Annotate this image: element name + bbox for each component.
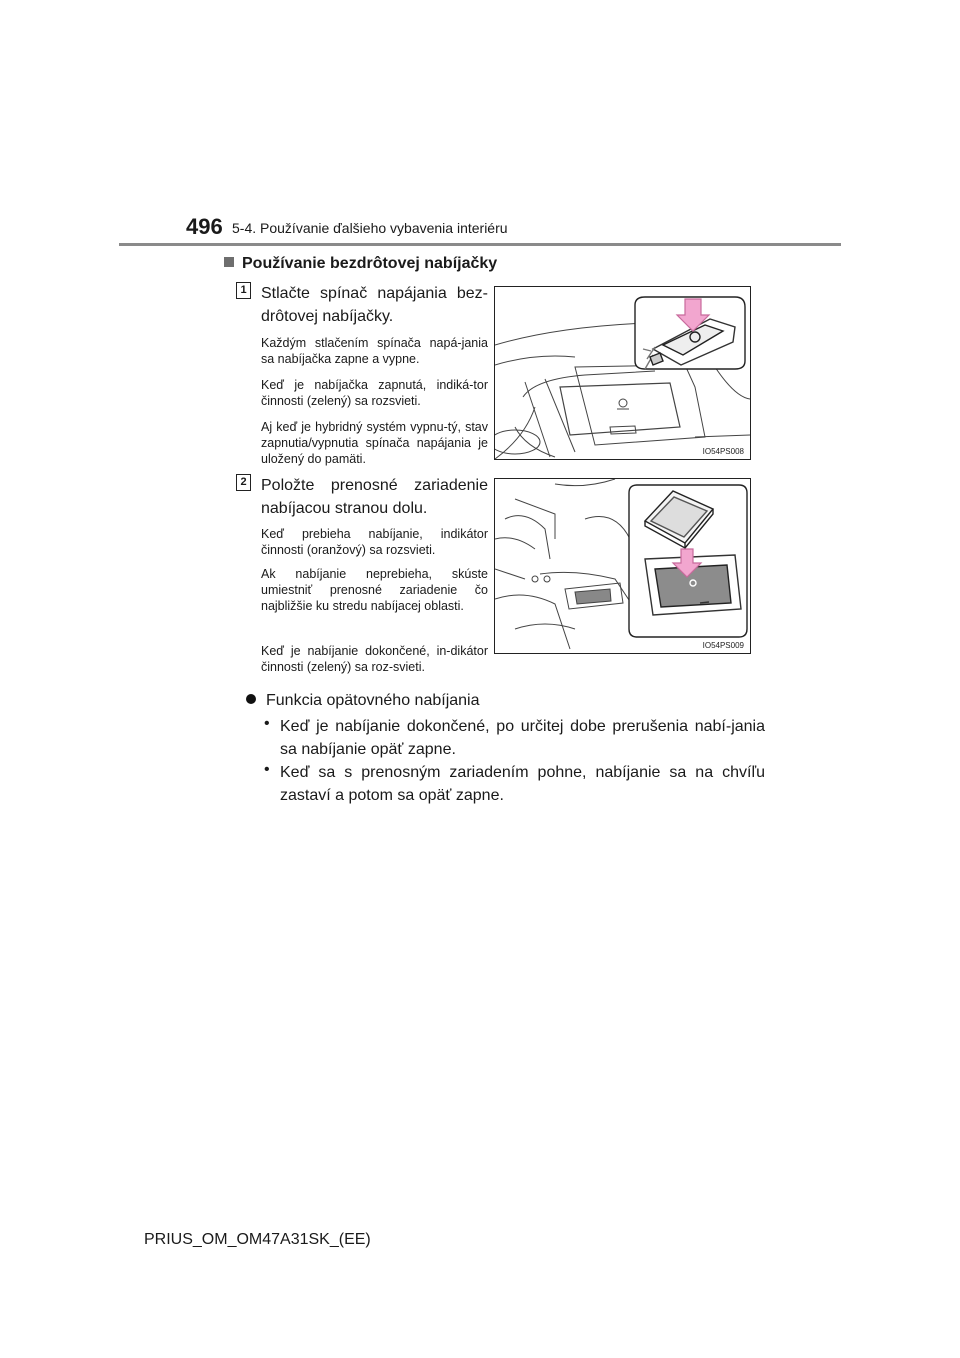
figure-2-code: IO54PS009 <box>702 641 744 650</box>
figure-1-code: IO54PS008 <box>702 447 744 456</box>
step-2-number: 2 <box>236 474 251 491</box>
heading-square-icon <box>224 257 234 267</box>
section-heading <box>224 255 497 273</box>
feature-item-1-marker: • <box>264 715 270 732</box>
feature-heading <box>246 692 480 710</box>
section-heading-text: Používanie bezdrôtovej nabíjačky <box>242 255 498 272</box>
header-rule <box>119 243 841 246</box>
step-1-text: Stlačte spínač napájania bez-drôtovej nabíjačky. <box>261 285 488 325</box>
bullet-dot-icon <box>246 694 256 704</box>
feature-item-1: Keď je nabíjanie dokončené, po určitej dobe prerušenia nabí-jania sa nabíjanie opäť zapne. <box>280 718 765 758</box>
step-1-note-1: Každým stlačením spínača napá-jania sa nabíjačka zapne a vypne. <box>261 336 488 366</box>
figure-phone-placement <box>494 478 751 654</box>
figure-charger-switch <box>494 286 751 460</box>
footer-doc-code: PRIUS_OM_OM47A31SK_(EE) <box>144 1231 371 1248</box>
step-1-note-3: Aj keď je hybridný systém vypnu-tý, stav zapnutia/vypnutia spínača napájania je uložený do pamäti. <box>261 420 488 466</box>
step-1-number: 1 <box>236 282 251 299</box>
step-2-text: Položte prenosné zariadenie nabíjacou stranou dolu. <box>261 477 488 517</box>
page-number: 496 <box>186 214 223 239</box>
console-phone-illustration <box>495 479 750 653</box>
feature-title: Funkcia opätovného nabíjania <box>266 692 480 709</box>
step-2-note-2: Ak nabíjanie neprebieha, skúste umiestniť prenosné zariadenie čo najbližšie ku stredu nabíjacej oblasti. <box>261 567 488 613</box>
feature-item-2: Keď sa s prenosným zariadením pohne, nabíjanie sa na chvíľu zastaví a potom sa opäť zapne. <box>280 764 765 804</box>
step-1-note-2: Keď je nabíjačka zapnutá, indiká-tor činnosti (zelený) sa rozsvieti. <box>261 378 488 408</box>
feature-item-2-marker: • <box>264 761 270 778</box>
step-2-note-1: Keď prebieha nabíjanie, indikátor činnosti (oranžový) sa rozsvieti. <box>261 527 488 557</box>
step-2-note-3: Keď je nabíjanie dokončené, in-dikátor činnosti (zelený) sa roz-svieti. <box>261 644 488 674</box>
console-switch-illustration <box>495 287 750 459</box>
section-title: 5-4. Používanie ďalšieho vybavenia interiéru <box>232 220 508 236</box>
